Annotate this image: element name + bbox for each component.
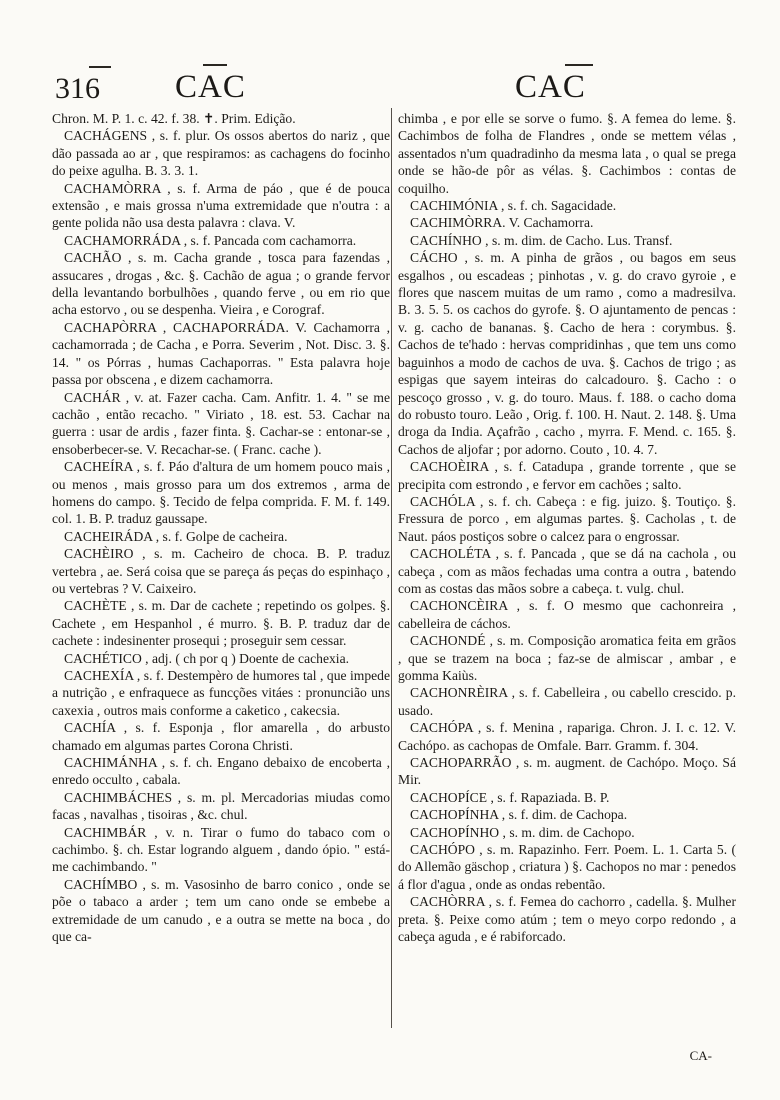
dictionary-entry: CACHOPÍNHO , s. m. dim. de Cachopo.	[410, 824, 635, 840]
dictionary-entry: CACHEÍRA , s. f. Páo d'altura de um homem pouco mais , ou menos , mais grosso para um dos extremos , arma de homens do campo. §. Tecido de felpa comprida. F. M. f. 149. col. 1. B. P. traduz gaussape.	[52, 459, 390, 527]
catchword: CA-	[689, 1048, 712, 1063]
dictionary-entry: Chron. M. P. 1. c. 42. f. 38. ✝. Prim. Edição.	[52, 111, 296, 126]
dictionary-entry: CACHAMORRÁDA , s. f. Pancada com cachamorra.	[64, 232, 357, 248]
dictionary-entry: CACHÓPA , s. f. Menina , rapariga. Chron. J. I. c. 12. V. Cachópo. as cachopas de Omfale. Barr. Gramm. f. 304.	[398, 720, 736, 753]
dictionary-entry: CACHÃO , s. m. Cacha grande , tosca para fazendas , assucares , drogas , &c. §. Cachão de agua ; o grande fervor della levantando borbulhões , quando ferve , ou em rio que acha estorvo , ou se despenha. Vieira , e Corograf.	[52, 250, 390, 318]
dictionary-entry: CACHÒRRA , s. f. Femea do cachorro , cadella. §. Mulher preta. §. Peixe como atúm ; tem o meyo corpo redondo , a cabeça aguda , e é rabiforcado.	[398, 894, 736, 945]
dictionary-entry: CACHIMÒRRA. V. Cachamorra.	[410, 215, 594, 231]
dictionary-entry: CÁCHO , s. m. A pinha de grãos , ou bagos em seus esgalhos , ou escadeas ; pinhotas , v. g. do cravo gyroie , e flores que nascem muitas de um ramo , como a madresilva. B. 3. 5. 5. os cachos do gyrofe. §. O ajuntamento de pencas : v. g. cacho de bananas. §. Cacho de hera : corymbus. §. Cachos de te'hado : hervas compridinhas , que tem uns como baguinhos a modo de cachos de uva. §. Cachos de trigo ; as espigas que sayem inteiras do calcadouro. §. Cacho : o pescoço grosso , v. g. do touro. Maus. f. 188. o cacho doma do robusto touro. Leão , Orig. f. 100. H. Naut. 2. 148. §. Uma droga da India. Açafrão , cacho , myrra. F. Mend. c. 165. §. Cachos de aljofar ; por adorno. Couto , 10. 4. 7.	[398, 250, 736, 457]
dictionary-entry: CACHÓLA , s. f. ch. Cabeça : e fig. juizo. §. Toutiço. §. Fressura de porco , em algumas partes. §. Cacholas , t. de Naut. páos postiços sobre o calcez para o engrossar.	[398, 493, 736, 544]
dictionary-entry: CACHEIRÁDA , s. f. Golpe de cacheira.	[64, 528, 288, 544]
dictionary-entry: CACHIMBÁR , v. n. Tirar o fumo do tabaco com o cachimbo. §. ch. Estar logrando alguem , dando ópio. " está-me cachimbando. "	[52, 824, 390, 875]
page-number: 316	[55, 72, 100, 105]
column-divider	[391, 108, 392, 1028]
dictionary-entry: CACHIMÁNHA , s. f. ch. Engano debaixo de encoberta , enredo occulto , cabala.	[52, 755, 390, 788]
dictionary-entry: CACHONCÈIRA , s. f. O mesmo que cachonreira , cabelleira de cáchos.	[398, 598, 736, 631]
dictionary-entry: CACHOPÍNHA , s. f. dim. de Cachopa.	[410, 807, 628, 823]
rule-left-ornament	[89, 66, 111, 68]
dictionary-entry: CACHAMÒRRA , s. f. Arma de páo , que é de pouca extensão , e mais grossa n'uma extremidade que n'outra : a gente polida não usa desta palavra : clava. V.	[52, 180, 390, 231]
dictionary-entry: CACHIMBÁCHES , s. m. pl. Mercadorias miudas como facas , navalhas , tisoiras , &c. chul.	[52, 789, 390, 823]
dictionary-entry: CACHONRÈIRA , s. f. Cabelleira , ou cabello crescido. p. usado.	[398, 685, 736, 718]
dictionary-entry: CACHAPÒRRA , CACHAPORRÁDA. V. Cachamorra , cachamorrada ; de Cacha , e Porra. Severim , Not. Disc. 3. §. 14. " os Pórras , humas Cachaporras. " Esta palavra hoje passa por obscena , e dizem cachamorra.	[52, 319, 390, 388]
dictionary-entry: CACHOÈIRA , s. f. Catadupa , grande torrente , que se precipita com estrondo , e fervor em cachões ; salto.	[398, 459, 736, 492]
rule-right-head-ornament	[565, 64, 593, 66]
dictionary-entry: CACHONDÉ , s. m. Composição aromatica feita em grãos , que se trazem na boca ; faz-se de almiscar , ambar , e gomma Kaiùs.	[398, 633, 736, 683]
dictionary-entry: CACHÁR , v. at. Fazer cacha. Cam. Anfitr. 1. 4. " se me cachão , então recacho. " Viriato , 18. est. 53. Cachar na guerra : usar de ardis , fazer finta. §. Cachar-se : entonar-se , ensoberbecer-se. V. Recachar-se. ( Franc. cache ).	[52, 389, 390, 457]
left-column	[52, 110, 390, 946]
dictionary-entry: CACHOPARRÃO , s. m. augment. de Cachópo. Moço. Sá Mir.	[398, 755, 736, 788]
rule-left-head-ornament	[203, 64, 227, 66]
right-running-head: CAC	[515, 69, 586, 105]
dictionary-entry: CACHÍA , s. f. Esponja , flor amarella , do arbusto chamado em algumas partes Corona Christi.	[52, 720, 390, 753]
dictionary-entry: CACHIMÓNIA , s. f. ch. Sagacidade.	[410, 198, 617, 214]
dictionary-entry: CACHEXÍA , s. f. Destempèro de humores tal , que impede a nutrição , e enfraquece as funcções vitáes : pronuncião uns caxexia , outros mais conforme a caketico , cakecsia.	[52, 668, 390, 718]
dictionary-entry: CACHÁGENS , s. f. plur. Os ossos abertos do nariz , que dão passada ao ar , que respiramos: as cachagens do focinho do peixe agulha. B. 3. 3. 1.	[52, 128, 390, 179]
dictionary-entry: CACHOLÉTA , s. f. Pancada , que se dá na cachola , ou cabeça , com as mãos fechadas uma contra a outra , batendo com as costas das mãos sobre a cabeça. t. vulg. chul.	[398, 546, 736, 596]
dictionary-entry: CACHÍMBO , s. m. Vasosinho de barro conico , onde se põe o tabaco a arder ; tem um cano onde se embebe a extremidade de um canudo , e a outra se mette na boca , do que ca-	[52, 876, 390, 945]
dictionary-entry: CACHOPÍCE , s. f. Rapaziada. B. P.	[410, 789, 610, 805]
dictionary-entry: CACHÍNHO , s. m. dim. de Cacho. Lus. Transf.	[410, 232, 673, 248]
dictionary-entry: CACHÈTE , s. m. Dar de cachete ; repetindo os golpes. §. Cachete , em Hespanhol , é murro. §. B. P. traduz dar de cachete : indesinenter prosequi ; proseguir sem cessar.	[52, 598, 390, 649]
right-column	[398, 110, 736, 946]
dictionary-entry: CACHÈIRO , s. m. Cacheiro de choca. B. P. traduz vertebra , ae. Será coisa que se pareça ás peças do espinhaço , ou vertebras ? V. Caixeiro.	[52, 546, 390, 596]
dictionary-entry: CACHÓPO , s. m. Rapazinho. Ferr. Poem. L. 1. Carta 5. ( do Allemão gäschop , criatura ) §. Cachopos no mar : penedos á flor d'agua , onde as ondas rebentão.	[398, 842, 736, 892]
dictionary-entry: CACHÉTICO , adj. ( ch por q ) Doente de cachexia.	[64, 650, 349, 666]
left-running-head: CAC	[175, 69, 246, 105]
dictionary-entry: chimba , e por elle se sorve o fumo. §. A femea do leme. §. Cachimbos de folha de Flandres , onde se mettem vélas , assentados n'um quadradinho da mesma lata , o qual se prega onde se hão-de pôr as vélas. §. Cachimbos : contas de coquilho.	[398, 111, 736, 196]
running-head	[55, 60, 725, 110]
